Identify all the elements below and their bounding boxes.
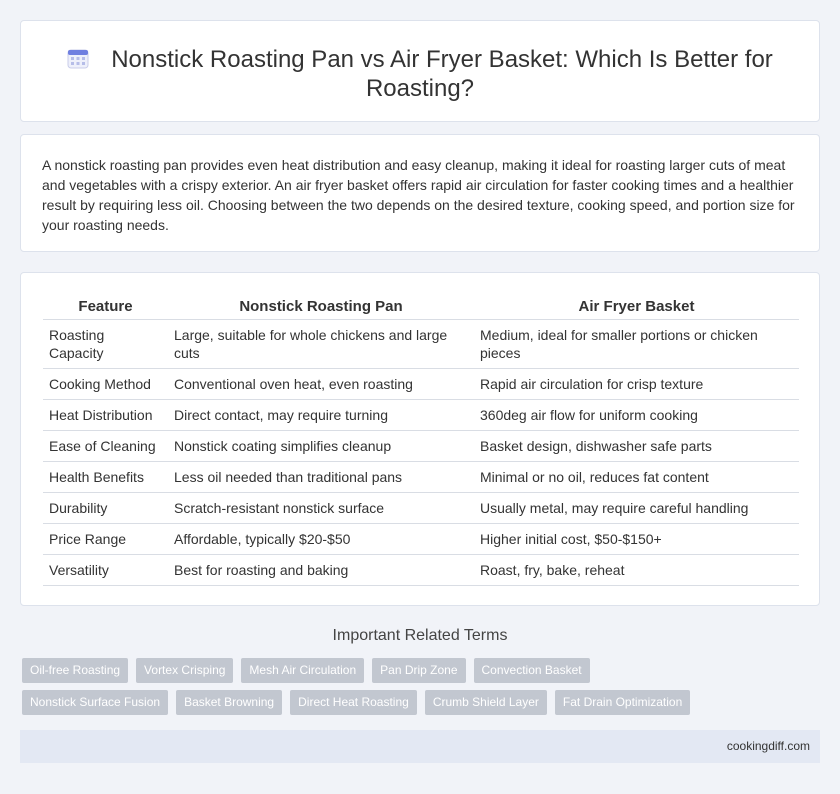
air-fryer-cell: Roast, fry, bake, reheat — [474, 554, 799, 585]
summary-card — [20, 134, 820, 252]
table-row — [43, 461, 799, 492]
comparison-card — [20, 272, 820, 606]
feature-cell: Ease of Cleaning — [43, 430, 168, 461]
air-fryer-cell: Basket design, dishwasher safe parts — [474, 430, 799, 461]
footer-site-link[interactable]: cookingdiff.com — [726, 739, 810, 753]
roasting-pan-cell: Large, suitable for whole chickens and large cuts — [168, 319, 474, 368]
header-feature: Feature — [43, 295, 168, 319]
air-fryer-cell: 360deg air flow for uniform cooking — [474, 399, 799, 430]
header-roasting-pan: Nonstick Roasting Pan — [168, 295, 474, 319]
tag-oil-free-roasting[interactable]: Oil-free Roasting — [22, 658, 128, 683]
table-header-row — [43, 295, 799, 319]
feature-cell: Health Benefits — [43, 461, 168, 492]
roasting-pan-cell: Scratch-resistant nonstick surface — [168, 492, 474, 523]
air-fryer-cell: Higher initial cost, $50-$150+ — [474, 523, 799, 554]
roasting-pan-cell: Conventional oven heat, even roasting — [168, 368, 474, 399]
header-air-fryer: Air Fryer Basket — [474, 295, 799, 319]
air-fryer-cell: Medium, ideal for smaller portions or chicken pieces — [474, 319, 799, 368]
page-title-wrap — [61, 45, 779, 103]
roasting-pan-cell: Affordable, typically $20-$50 — [168, 523, 474, 554]
title-card — [20, 20, 820, 122]
tag-nonstick-surface-fusion[interactable]: Nonstick Surface Fusion — [22, 690, 168, 715]
tag-mesh-air-circulation[interactable]: Mesh Air Circulation — [241, 658, 364, 683]
air-fryer-cell: Minimal or no oil, reduces fat content — [474, 461, 799, 492]
feature-cell: Cooking Method — [43, 368, 168, 399]
roasting-pan-cell: Less oil needed than traditional pans — [168, 461, 474, 492]
roasting-pan-cell: Nonstick coating simplifies cleanup — [168, 430, 474, 461]
feature-cell: Price Range — [43, 523, 168, 554]
table-row — [43, 523, 799, 554]
roasting-pan-cell: Direct contact, may require turning — [168, 399, 474, 430]
tag-fat-drain-optimization[interactable]: Fat Drain Optimization — [555, 690, 690, 715]
tag-crumb-shield-layer[interactable]: Crumb Shield Layer — [425, 690, 547, 715]
air-fryer-cell: Usually metal, may require careful handling — [474, 492, 799, 523]
table-row — [43, 399, 799, 430]
table-row — [43, 430, 799, 461]
footer — [20, 730, 820, 763]
air-fryer-cell: Rapid air circulation for crisp texture — [474, 368, 799, 399]
tag-basket-browning[interactable]: Basket Browning — [176, 690, 282, 715]
tag-vortex-crisping[interactable]: Vortex Crisping — [136, 658, 233, 683]
calendar-icon — [67, 47, 89, 69]
tag-convection-basket[interactable]: Convection Basket — [474, 658, 590, 683]
related-terms-title: Important Related Terms — [332, 627, 508, 644]
tag-pan-drip-zone[interactable]: Pan Drip Zone — [372, 658, 465, 683]
table-row — [43, 554, 799, 585]
page-title: Nonstick Roasting Pan vs Air Fryer Basket: Which Is Better for Roasting? — [111, 46, 773, 102]
comparison-table — [43, 295, 799, 586]
related-terms-tags — [22, 658, 742, 722]
feature-cell: Versatility — [43, 554, 168, 585]
table-row — [43, 368, 799, 399]
tag-direct-heat-roasting[interactable]: Direct Heat Roasting — [290, 690, 417, 715]
summary-paragraph: A nonstick roasting pan provides even heat distribution and easy cleanup, making it ideal for roasting larger cuts of meat and vegetables with a crispy exterior. An air fryer basket offers rapid air circulation for faster cooking times and a healthier result by requiring less oil. Choosing between the two depends on the desired texture, cooking speed, and portion size for your roasting needs. — [42, 157, 795, 233]
feature-cell: Durability — [43, 492, 168, 523]
roasting-pan-cell: Best for roasting and baking — [168, 554, 474, 585]
table-row — [43, 319, 799, 368]
table-row — [43, 492, 799, 523]
feature-cell: Heat Distribution — [43, 399, 168, 430]
feature-cell: Roasting Capacity — [43, 319, 168, 368]
